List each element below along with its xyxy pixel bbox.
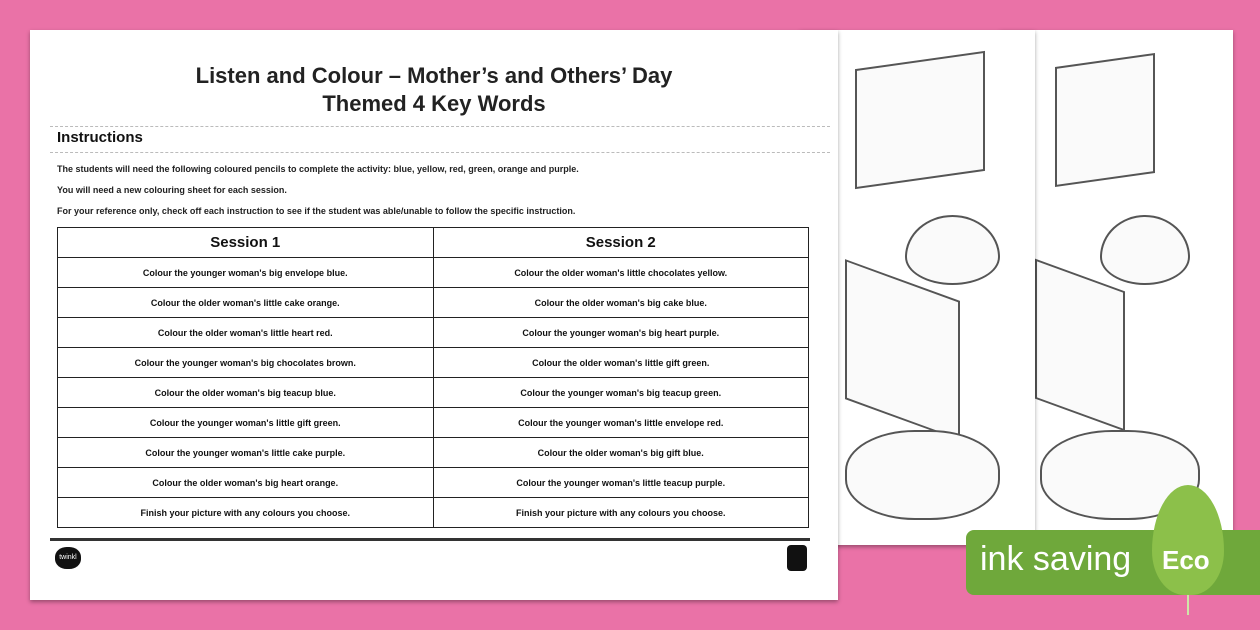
instruction-cell: Colour the older woman's little cake orange. xyxy=(58,288,434,318)
table-row xyxy=(58,438,809,468)
instruction-cell: Colour the younger woman's little cake purple. xyxy=(58,438,434,468)
table-row xyxy=(58,318,809,348)
gift-illustration xyxy=(855,51,985,189)
instruction-cell: Colour the younger woman's big teacup green. xyxy=(433,378,809,408)
instruction-cell: Colour the older woman's big teacup blue. xyxy=(58,378,434,408)
instruction-cell: Colour the older woman's big gift blue. xyxy=(433,438,809,468)
instruction-cell: Finish your picture with any colours you choose. xyxy=(433,498,809,528)
table-row xyxy=(58,498,809,528)
footer-divider xyxy=(50,538,810,541)
instruction-text: For your reference only, check off each instruction to see if the student was able/unable to follow the specific instruction. xyxy=(57,206,576,216)
heart-illustration xyxy=(905,215,1000,285)
instructions-table xyxy=(57,227,809,528)
table-row xyxy=(58,468,809,498)
page-title xyxy=(30,62,838,118)
title-line-1: Listen and Colour – Mother’s and Others’ Day xyxy=(195,63,673,88)
badge-logo xyxy=(787,545,807,571)
table-row xyxy=(58,348,809,378)
instruction-cell: Colour the younger woman's little envelope red. xyxy=(433,408,809,438)
envelope-illustration xyxy=(845,259,960,441)
instruction-cell: Finish your picture with any colours you choose. xyxy=(58,498,434,528)
banner-label: ink saving xyxy=(980,540,1132,578)
instruction-cell: Colour the older woman's little chocolates yellow. xyxy=(433,258,809,288)
instruction-cell: Colour the older woman's little gift green. xyxy=(433,348,809,378)
instructions-heading: Instructions xyxy=(57,129,143,146)
chocolates-illustration xyxy=(845,430,1000,520)
twinkl-logo: twinkl xyxy=(55,547,81,569)
eco-label: Eco xyxy=(1162,545,1210,575)
instruction-cell: Colour the older woman's little heart red. xyxy=(58,318,434,348)
title-line-2: Themed 4 Key Words xyxy=(322,91,546,116)
table-row xyxy=(58,288,809,318)
instruction-cell: Colour the younger woman's big chocolates brown. xyxy=(58,348,434,378)
table-row xyxy=(58,408,809,438)
worksheet-page xyxy=(30,30,838,600)
instruction-cell: Colour the older woman's big cake blue. xyxy=(433,288,809,318)
table-row xyxy=(58,258,809,288)
instruction-cell: Colour the younger woman's little gift green. xyxy=(58,408,434,438)
instruction-cell: Colour the younger woman's little teacup purple. xyxy=(433,468,809,498)
envelope-illustration xyxy=(1035,259,1125,432)
instruction-cell: Colour the older woman's big heart orange. xyxy=(58,468,434,498)
instruction-cell: Colour the younger woman's big envelope blue. xyxy=(58,258,434,288)
instruction-text: You will need a new colouring sheet for each session. xyxy=(57,185,287,195)
header-session-1: Session 1 xyxy=(58,228,434,258)
divider xyxy=(50,152,830,153)
divider xyxy=(50,126,830,127)
table-header xyxy=(58,228,809,258)
header-session-2: Session 2 xyxy=(433,228,809,258)
instruction-cell: Colour the younger woman's big heart purple. xyxy=(433,318,809,348)
table-row xyxy=(58,378,809,408)
instruction-text: The students will need the following coloured pencils to complete the activity: blue, yellow, red, green, orange and purple. xyxy=(57,164,579,174)
gift-illustration xyxy=(1055,53,1155,187)
heart-illustration xyxy=(1100,215,1190,285)
